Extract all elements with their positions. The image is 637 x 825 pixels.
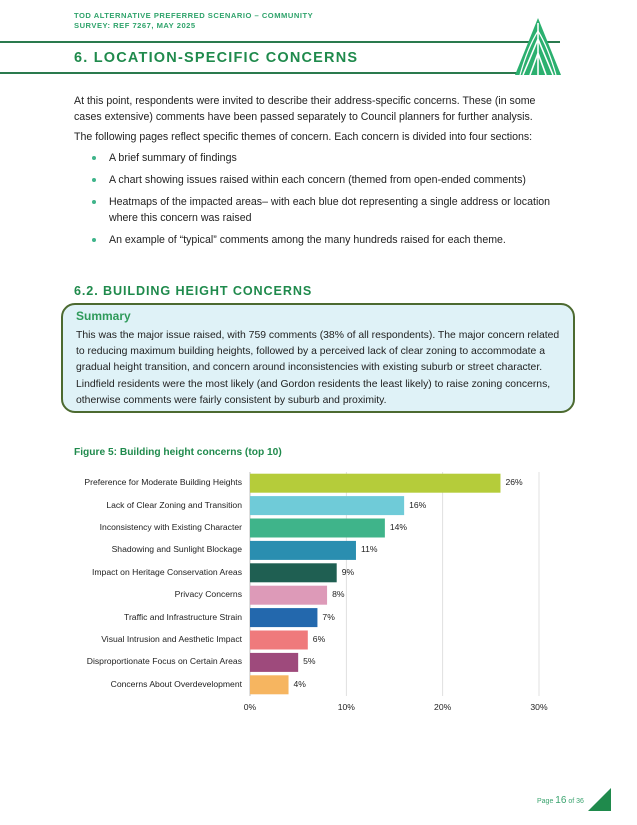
bullet-dot-icon	[92, 178, 96, 182]
bar	[250, 586, 327, 605]
bar	[250, 631, 308, 650]
list-item: An example of “typical” comments among the many hundreds raised for each theme.	[92, 232, 572, 248]
category-label: Disproportionate Focus on Certain Areas	[86, 656, 242, 667]
concern-sections-list	[92, 150, 572, 248]
category-label: Privacy Concerns	[174, 589, 242, 600]
x-tick-label: 10%	[337, 702, 355, 712]
data-label: 16%	[409, 499, 427, 510]
figure-title: Figure 5: Building height concerns (top 10)	[74, 447, 282, 458]
bar	[250, 675, 289, 694]
bullet-dot-icon	[92, 156, 96, 160]
bar	[250, 653, 298, 672]
x-tick-label: 0%	[243, 702, 257, 712]
x-tick-label: 30%	[530, 702, 548, 712]
data-label: 7%	[322, 611, 335, 622]
bullet-dot-icon	[92, 200, 96, 204]
category-label: Traffic and Infrastructure Strain	[124, 611, 242, 622]
category-label: Concerns About Overdevelopment	[110, 678, 242, 689]
data-label: 26%	[505, 477, 523, 488]
summary-box	[61, 303, 575, 413]
bar	[250, 496, 404, 515]
page-prefix: Page	[537, 798, 556, 805]
bullet-dot-icon	[92, 238, 96, 242]
footer-corner-icon	[588, 788, 611, 811]
data-label: 9%	[341, 566, 355, 577]
data-label: 4%	[293, 678, 306, 689]
bar	[250, 541, 356, 560]
data-label: 11%	[360, 544, 378, 555]
page-current: 16	[555, 795, 567, 806]
category-label: Inconsistency with Existing Character	[99, 522, 242, 532]
header-rule-bottom	[0, 72, 560, 74]
intro-paragraph-1: At this point, respondents were invited to describe their address-specific concerns. These (in some cases extensive) comments have been passed separately to Council planners for further analysis.	[74, 95, 536, 123]
page-number	[537, 795, 584, 806]
data-label: 5%	[303, 656, 316, 667]
bar	[250, 608, 317, 627]
summary-text: This was the major issue raised, with 759 comments (38% of all respondents). The major concern related to reducing maximum building heights, followed by a perceived lack of clear zoning to accommodate a gradual height transition, and concern around inconsistencies with existing suburb or street character. Lindfield residents were the most likely (and Gordon residents the least likely) to raise zoning concerns, otherwise comments were fairly consistent by suburb and proximity.	[76, 330, 560, 406]
category-label: Preference for Moderate Building Heights	[84, 477, 242, 488]
bar	[250, 519, 385, 538]
section-title: 6.2. BUILDING HEIGHT CONCERNS	[74, 284, 313, 298]
summary-title: Summary	[76, 309, 131, 323]
kicker-line-1: TOD ALTERNATIVE PREFERRED SCENARIO – COMMUNITY	[74, 11, 314, 20]
kicker-line-2: SURVEY: REF 7267, MAY 2025	[74, 20, 196, 30]
x-tick-label: 20%	[434, 702, 452, 712]
category-label: Impact on Heritage Conservation Areas	[92, 566, 242, 577]
bar	[250, 563, 337, 582]
building-height-chart	[0, 468, 637, 718]
category-label: Visual Intrusion and Aesthetic Impact	[101, 634, 242, 644]
data-label: 14%	[389, 522, 408, 532]
header-kicker	[74, 11, 313, 30]
data-label: 8%	[332, 589, 345, 600]
list-item: Heatmaps of the impacted areas– with each blue dot representing a single address or location where this concern was raised	[92, 194, 572, 226]
category-label: Lack of Clear Zoning and Transition	[106, 499, 242, 510]
page-suffix: of 36	[566, 798, 584, 805]
bar	[250, 474, 500, 493]
list-item: A brief summary of findings	[92, 150, 572, 166]
list-item: A chart showing issues raised within each concern (themed from open-ended comments)	[92, 172, 572, 188]
page-title: 6. LOCATION-SPECIFIC CONCERNS	[74, 50, 359, 66]
header-rule-top	[0, 41, 560, 43]
data-label: 6%	[312, 634, 326, 644]
council-logo-icon	[514, 17, 562, 76]
intro-paragraph-2: The following pages reflect specific themes of concern. Each concern is divided into four sections:	[74, 131, 533, 143]
category-label: Shadowing and Sunlight Blockage	[111, 544, 242, 555]
